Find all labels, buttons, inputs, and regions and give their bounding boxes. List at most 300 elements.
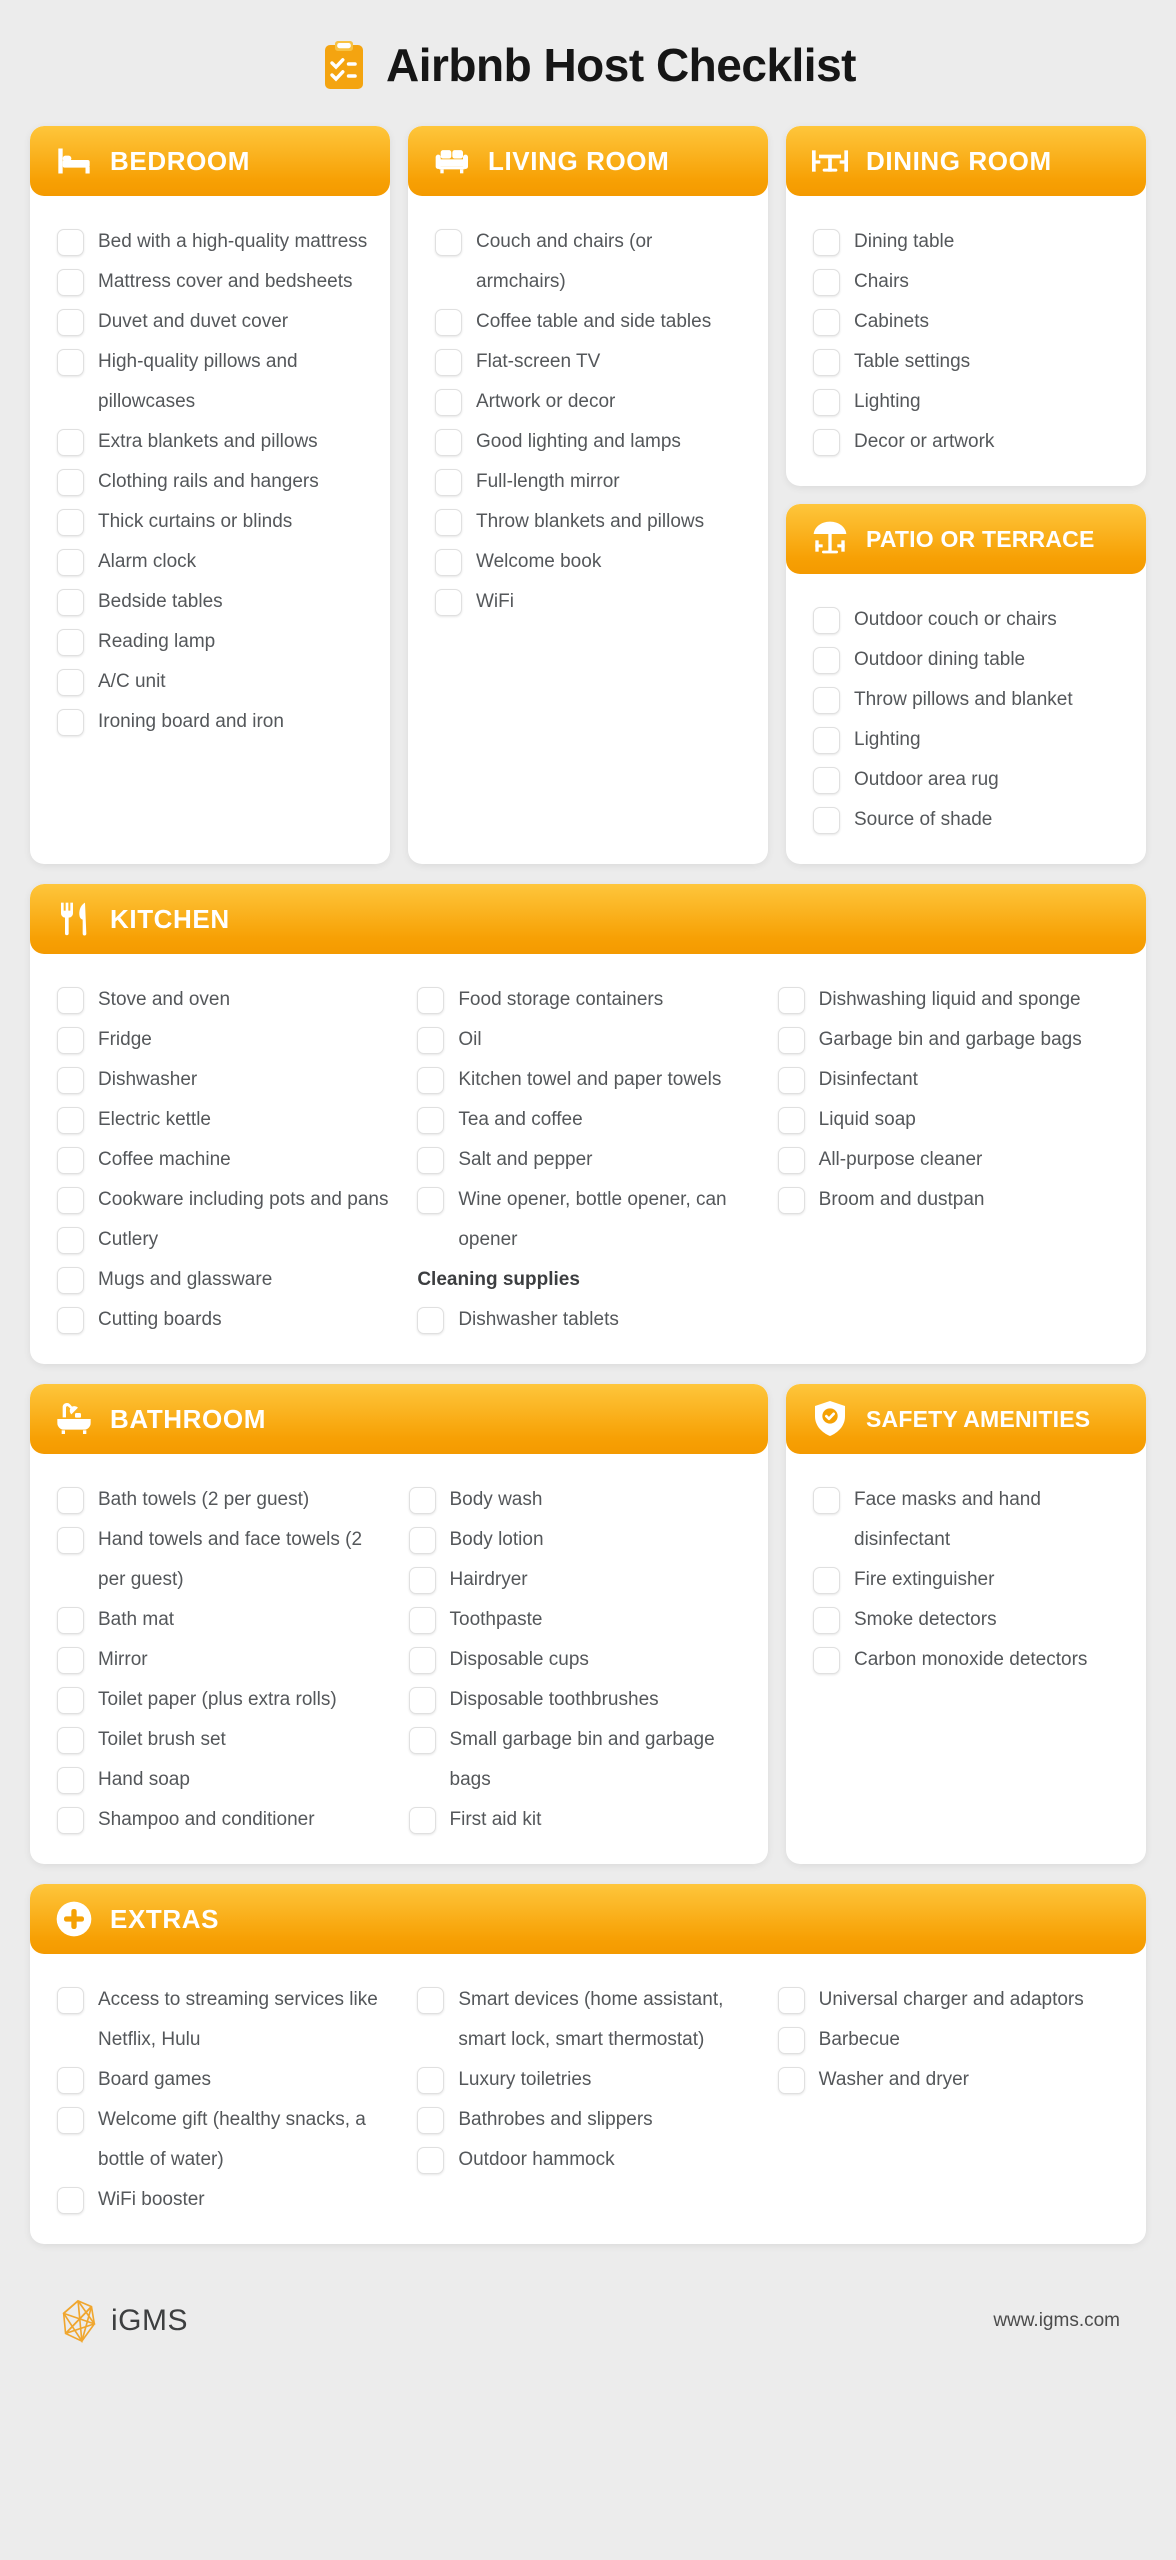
checklist-item bbox=[778, 1180, 1120, 1220]
checklist-item bbox=[435, 382, 746, 422]
checklist-item bbox=[435, 222, 746, 302]
checklist-item bbox=[435, 502, 746, 542]
checklist-item bbox=[813, 1560, 1124, 1600]
checkbox[interactable] bbox=[813, 727, 840, 754]
checklist-item bbox=[57, 2060, 399, 2100]
checklist-item bbox=[813, 760, 1124, 800]
checkbox[interactable] bbox=[813, 389, 840, 416]
checklist-item bbox=[813, 302, 1124, 342]
page-title-bar bbox=[30, 38, 1146, 92]
dining-room-list bbox=[786, 196, 1146, 486]
checklist-item bbox=[57, 342, 368, 422]
checklist-item-label: Cutting boards bbox=[98, 1309, 222, 1330]
safety-list bbox=[786, 1454, 1146, 1864]
checklist-item bbox=[435, 422, 746, 462]
couch-icon bbox=[432, 141, 472, 181]
checkbox[interactable] bbox=[435, 549, 462, 576]
checklist-item bbox=[813, 800, 1124, 840]
checklist-item bbox=[813, 640, 1124, 680]
checkbox[interactable] bbox=[813, 687, 840, 714]
checkbox[interactable] bbox=[813, 1647, 840, 1674]
checklist-item bbox=[778, 1980, 1120, 2020]
checkbox[interactable] bbox=[813, 229, 840, 256]
checkbox[interactable] bbox=[57, 549, 84, 576]
extras-columns bbox=[30, 1954, 1146, 2244]
safety-title: SAFETY AMENITIES bbox=[866, 1405, 1091, 1432]
checkbox[interactable] bbox=[417, 987, 444, 1014]
checkbox[interactable] bbox=[417, 1307, 444, 1334]
checkbox[interactable] bbox=[57, 629, 84, 656]
checklist-item-label: Bathrobes and slippers bbox=[458, 2109, 653, 2130]
checkbox[interactable] bbox=[57, 429, 84, 456]
igms-logo-icon bbox=[56, 2298, 102, 2344]
checkbox[interactable] bbox=[57, 1807, 84, 1834]
checkbox[interactable] bbox=[57, 309, 84, 336]
checkbox[interactable] bbox=[57, 2187, 84, 2214]
checkbox[interactable] bbox=[435, 469, 462, 496]
checklist-item-label: Cutlery bbox=[98, 1229, 159, 1250]
checklist-item bbox=[57, 262, 368, 302]
section-living-room bbox=[408, 126, 768, 864]
checklist-item bbox=[57, 1060, 399, 1100]
checklist-item-label: Hairdryer bbox=[449, 1569, 528, 1590]
bathroom-title: BATHROOM bbox=[110, 1403, 266, 1434]
checklist-item-label: Duvet and duvet cover bbox=[98, 311, 289, 332]
checklist-item-label: Dishwasher tablets bbox=[458, 1309, 619, 1330]
checklist-item-label: Chairs bbox=[854, 271, 909, 292]
checklist-item-label: Clothing rails and hangers bbox=[98, 471, 319, 492]
checklist-item bbox=[409, 1560, 743, 1600]
bedroom-title: BEDROOM bbox=[110, 145, 250, 176]
checklist-item bbox=[417, 1020, 759, 1060]
checklist-item bbox=[813, 422, 1124, 462]
checkbox[interactable] bbox=[435, 509, 462, 536]
section-safety bbox=[786, 1384, 1146, 1864]
checklist-item-label: Outdoor couch or chairs bbox=[854, 609, 1057, 630]
checklist-item-label: Washer and dryer bbox=[818, 2069, 969, 2090]
checklist-item bbox=[57, 2100, 399, 2180]
checklist-item-label: Disposable toothbrushes bbox=[449, 1689, 659, 1710]
checkbox[interactable] bbox=[57, 1767, 84, 1794]
checklist-item-label: Outdoor dining table bbox=[854, 649, 1026, 670]
checklist-item bbox=[57, 1760, 391, 1800]
checklist-item bbox=[417, 1980, 759, 2060]
bathroom-col-2 bbox=[409, 1480, 743, 1840]
checkbox[interactable] bbox=[778, 1027, 805, 1054]
section-dining-room bbox=[786, 126, 1146, 486]
checkbox[interactable] bbox=[57, 1487, 84, 1514]
kitchen-col-2 bbox=[417, 980, 759, 1340]
checklist-item-label: Bath mat bbox=[98, 1609, 175, 1630]
checklist-item-label: Garbage bin and garbage bags bbox=[818, 1029, 1082, 1050]
checklist-item-label: Cookware including pots and pans bbox=[98, 1189, 389, 1210]
checkbox[interactable] bbox=[57, 1227, 84, 1254]
checkbox[interactable] bbox=[57, 1687, 84, 1714]
checkbox[interactable] bbox=[409, 1487, 436, 1514]
checklist-item bbox=[57, 1300, 399, 1340]
checklist-item bbox=[778, 1100, 1120, 1140]
checklist-item bbox=[417, 1060, 759, 1100]
section-extras bbox=[30, 1884, 1146, 2244]
checkbox[interactable] bbox=[417, 2147, 444, 2174]
checklist-item-label: Outdoor area rug bbox=[854, 769, 999, 790]
checklist-item bbox=[813, 382, 1124, 422]
checkbox[interactable] bbox=[57, 1987, 84, 2014]
section-bedroom bbox=[30, 126, 390, 864]
checklist-item-label: Decor or artwork bbox=[854, 431, 995, 452]
checklist-item bbox=[409, 1800, 743, 1840]
checklist-item bbox=[57, 2180, 399, 2220]
checklist-item-label: Coffee table and side tables bbox=[476, 311, 712, 332]
kitchen-title: KITCHEN bbox=[110, 903, 230, 934]
dining-table-icon bbox=[810, 141, 850, 181]
row-top-sections bbox=[30, 126, 1146, 864]
checklist-item-label: Smart devices (home assistant, smart lock, smart thermostat) bbox=[458, 1989, 724, 2050]
checklist-item-label: Toothpaste bbox=[449, 1609, 543, 1630]
checkbox[interactable] bbox=[435, 229, 462, 256]
checkbox[interactable] bbox=[57, 1607, 84, 1634]
checklist-item-label: Universal charger and adaptors bbox=[818, 1989, 1084, 2010]
checklist-item-label: Artwork or decor bbox=[476, 391, 616, 412]
checkbox[interactable] bbox=[778, 2027, 805, 2054]
checkbox[interactable] bbox=[778, 1147, 805, 1174]
checklist-item-label: First aid kit bbox=[449, 1809, 542, 1830]
checkbox[interactable] bbox=[57, 1527, 84, 1554]
checkbox[interactable] bbox=[57, 589, 84, 616]
checkbox[interactable] bbox=[57, 469, 84, 496]
checklist-item bbox=[813, 1640, 1124, 1680]
checkbox[interactable] bbox=[778, 1067, 805, 1094]
checklist-item bbox=[813, 342, 1124, 382]
checklist-item-label: Cabinets bbox=[854, 311, 929, 332]
checklist-item-label: High-quality pillows and pillowcases bbox=[98, 351, 298, 412]
checkbox[interactable] bbox=[778, 1187, 805, 1214]
checklist-item bbox=[417, 1140, 759, 1180]
checkbox[interactable] bbox=[813, 767, 840, 794]
checklist-item bbox=[435, 582, 746, 622]
checkbox[interactable] bbox=[813, 1567, 840, 1594]
extras-header bbox=[30, 1884, 1146, 1954]
checklist-item bbox=[778, 2060, 1120, 2100]
checkbox[interactable] bbox=[409, 1567, 436, 1594]
checkbox[interactable] bbox=[57, 2107, 84, 2134]
checklist-item bbox=[57, 1520, 391, 1600]
checkbox[interactable] bbox=[417, 1067, 444, 1094]
checklist-item-label: Welcome gift (healthy snacks, a bottle of water) bbox=[98, 2109, 366, 2170]
row-kitchen bbox=[30, 884, 1146, 1364]
checklist-item-label: Dishwashing liquid and sponge bbox=[818, 989, 1081, 1010]
checklist-item bbox=[435, 542, 746, 582]
checklist-item bbox=[409, 1680, 743, 1720]
checklist-item bbox=[57, 422, 368, 462]
checklist-item-label: Mugs and glassware bbox=[98, 1269, 273, 1290]
bedroom-list bbox=[30, 196, 390, 864]
checklist-item-label: Luxury toiletries bbox=[458, 2069, 592, 2090]
checklist-item bbox=[417, 2060, 759, 2100]
checklist-item bbox=[57, 1220, 399, 1260]
checkbox[interactable] bbox=[778, 987, 805, 1014]
checklist-item bbox=[57, 1140, 399, 1180]
checklist-item-label: Throw pillows and blanket bbox=[854, 689, 1073, 710]
checklist-item bbox=[57, 1800, 391, 1840]
checkbox[interactable] bbox=[57, 709, 84, 736]
checkbox[interactable] bbox=[417, 1187, 444, 1214]
checklist-item bbox=[813, 600, 1124, 640]
living-room-title: LIVING ROOM bbox=[488, 145, 670, 176]
checklist-item bbox=[57, 662, 368, 702]
kitchen-columns bbox=[30, 954, 1146, 1364]
checklist-item bbox=[417, 1100, 759, 1140]
checklist-item-label: A/C unit bbox=[98, 671, 166, 692]
section-bathroom bbox=[30, 1384, 768, 1864]
checklist-item bbox=[417, 2140, 759, 2180]
checkbox[interactable] bbox=[417, 1147, 444, 1174]
patio-title: PATIO OR TERRACE bbox=[866, 525, 1095, 552]
bathroom-columns bbox=[30, 1454, 768, 1864]
checklist-item bbox=[57, 542, 368, 582]
igms-brand bbox=[56, 2298, 188, 2344]
checkbox[interactable] bbox=[409, 1647, 436, 1674]
checklist-item bbox=[57, 1480, 391, 1520]
checklist-item bbox=[57, 1680, 391, 1720]
checklist-item bbox=[813, 222, 1124, 262]
checklist-item bbox=[57, 702, 368, 742]
checklist-item bbox=[813, 262, 1124, 302]
extras-col-2 bbox=[417, 1980, 759, 2220]
checklist-item-label: Throw blankets and pillows bbox=[476, 511, 705, 532]
checkbox[interactable] bbox=[409, 1807, 436, 1834]
checklist-item-label: Oil bbox=[458, 1029, 482, 1050]
checklist-item bbox=[778, 1140, 1120, 1180]
section-patio bbox=[786, 504, 1146, 864]
checklist-item bbox=[813, 1600, 1124, 1640]
checklist-item-label: Small garbage bin and garbage bags bbox=[449, 1729, 715, 1790]
checklist-item-label: Dishwasher bbox=[98, 1069, 198, 1090]
checkbox[interactable] bbox=[813, 429, 840, 456]
checklist-item-label: Hand soap bbox=[98, 1769, 190, 1790]
checklist-item-label: Alarm clock bbox=[98, 551, 197, 572]
checklist-item-label: Lighting bbox=[854, 729, 921, 750]
checkbox[interactable] bbox=[409, 1607, 436, 1634]
checkbox[interactable] bbox=[409, 1727, 436, 1754]
checklist-item-label: Barbecue bbox=[818, 2029, 900, 2050]
checkbox[interactable] bbox=[435, 389, 462, 416]
bed-icon bbox=[54, 141, 94, 181]
row-extras bbox=[30, 1884, 1146, 2244]
checkbox[interactable] bbox=[57, 1267, 84, 1294]
checkbox[interactable] bbox=[813, 647, 840, 674]
checkbox[interactable] bbox=[57, 349, 84, 376]
checklist-item-label: WiFi booster bbox=[98, 2189, 205, 2210]
checklist-item bbox=[778, 1020, 1120, 1060]
living-room-header bbox=[408, 126, 768, 196]
website-url: www.igms.com bbox=[993, 2310, 1120, 2331]
checkbox[interactable] bbox=[57, 1727, 84, 1754]
checklist-item-label: Carbon monoxide detectors bbox=[854, 1649, 1088, 1670]
checkbox[interactable] bbox=[57, 509, 84, 536]
checklist-item-label: Bath towels (2 per guest) bbox=[98, 1489, 310, 1510]
checkbox[interactable] bbox=[57, 2067, 84, 2094]
extras-title: EXTRAS bbox=[110, 1903, 220, 1934]
checklist-item bbox=[409, 1480, 743, 1520]
checklist-item-label: Food storage containers bbox=[458, 989, 664, 1010]
checklist-item-label: Full-length mirror bbox=[476, 471, 620, 492]
checklist-item-label: Liquid soap bbox=[818, 1109, 916, 1130]
checkbox[interactable] bbox=[813, 1487, 840, 1514]
safety-header bbox=[786, 1384, 1146, 1454]
checkbox[interactable] bbox=[813, 607, 840, 634]
checklist-item bbox=[435, 342, 746, 382]
checkbox[interactable] bbox=[813, 309, 840, 336]
checkbox[interactable] bbox=[778, 1987, 805, 2014]
checkbox[interactable] bbox=[417, 2067, 444, 2094]
checkbox[interactable] bbox=[57, 1067, 84, 1094]
checklist-item-label: Couch and chairs (or armchairs) bbox=[476, 231, 653, 292]
checklist-item bbox=[435, 462, 746, 502]
kitchen-col-1 bbox=[57, 980, 399, 1340]
checkbox[interactable] bbox=[813, 807, 840, 834]
checkbox[interactable] bbox=[778, 2067, 805, 2094]
checkbox[interactable] bbox=[435, 589, 462, 616]
checkbox[interactable] bbox=[57, 987, 84, 1014]
checklist-item-label: All-purpose cleaner bbox=[818, 1149, 983, 1170]
checklist-item-label: Outdoor hammock bbox=[458, 2149, 615, 2170]
checklist-item bbox=[57, 1180, 399, 1220]
checklist-item-label: Thick curtains or blinds bbox=[98, 511, 293, 532]
checklist-item-label: Bed with a high-quality mattress bbox=[98, 231, 368, 252]
checklist-item-label: Disposable cups bbox=[449, 1649, 589, 1670]
checkbox[interactable] bbox=[435, 429, 462, 456]
checklist-item-label: Body lotion bbox=[449, 1529, 544, 1550]
checkbox[interactable] bbox=[57, 229, 84, 256]
checkbox[interactable] bbox=[778, 1107, 805, 1134]
patio-header bbox=[786, 504, 1146, 574]
checklist-item bbox=[57, 1260, 399, 1300]
kitchen-header bbox=[30, 884, 1146, 954]
checkbox[interactable] bbox=[417, 1027, 444, 1054]
checklist-item-label: Kitchen towel and paper towels bbox=[458, 1069, 722, 1090]
page-title: Airbnb Host Checklist bbox=[385, 39, 856, 91]
patio-umbrella-icon bbox=[810, 519, 850, 559]
checklist-item-label: Lighting bbox=[854, 391, 921, 412]
footer bbox=[30, 2264, 1146, 2384]
kitchen-col-3 bbox=[778, 980, 1120, 1340]
list-subheading: Cleaning supplies bbox=[417, 1269, 580, 1290]
checklist-item-label: Stove and oven bbox=[98, 989, 231, 1010]
igms-brand-name: iGMS bbox=[111, 2304, 188, 2337]
checklist-item bbox=[435, 302, 746, 342]
right-column-stack bbox=[786, 126, 1146, 864]
checkbox[interactable] bbox=[57, 269, 84, 296]
checklist-item-label: Electric kettle bbox=[98, 1109, 211, 1130]
bathroom-header bbox=[30, 1384, 768, 1454]
checklist-item bbox=[57, 222, 368, 262]
checklist-item bbox=[813, 720, 1124, 760]
checkbox[interactable] bbox=[435, 349, 462, 376]
checklist-item bbox=[417, 980, 759, 1020]
checklist-item-label: Toilet brush set bbox=[98, 1729, 226, 1750]
checkbox[interactable] bbox=[57, 1147, 84, 1174]
checklist-item-label: Smoke detectors bbox=[854, 1609, 997, 1630]
extras-col-1 bbox=[57, 1980, 399, 2220]
checkbox[interactable] bbox=[813, 269, 840, 296]
checklist-item-label: Extra blankets and pillows bbox=[98, 431, 318, 452]
checkbox[interactable] bbox=[57, 1027, 84, 1054]
checkbox[interactable] bbox=[435, 309, 462, 336]
extras-col-3 bbox=[778, 1980, 1120, 2220]
checklist-item-label: Access to streaming services like Netflix, Hulu bbox=[98, 1989, 378, 2050]
checklist-item bbox=[57, 502, 368, 542]
checkbox[interactable] bbox=[813, 349, 840, 376]
checklist-item-label: Hand towels and face towels (2 per guest) bbox=[98, 1529, 363, 1590]
shield-check-icon bbox=[810, 1399, 850, 1439]
checklist-item bbox=[57, 582, 368, 622]
checklist-item bbox=[417, 1300, 759, 1340]
checklist-item-label: Coffee machine bbox=[98, 1149, 231, 1170]
checklist-item-label: Fire extinguisher bbox=[854, 1569, 995, 1590]
checklist-item-label: Fridge bbox=[98, 1029, 152, 1050]
checklist-item bbox=[778, 1060, 1120, 1100]
checklist-item bbox=[57, 1720, 391, 1760]
checklist-item-label: Body wash bbox=[449, 1489, 543, 1510]
checklist-item-label: Tea and coffee bbox=[458, 1109, 583, 1130]
living-room-list bbox=[408, 196, 768, 864]
checkbox[interactable] bbox=[409, 1527, 436, 1554]
checkbox[interactable] bbox=[409, 1687, 436, 1714]
checklist-item bbox=[409, 1720, 743, 1800]
checklist-item bbox=[57, 1640, 391, 1680]
checklist-item-label: Mattress cover and bedsheets bbox=[98, 271, 353, 292]
checkbox[interactable] bbox=[57, 669, 84, 696]
checkbox[interactable] bbox=[57, 1647, 84, 1674]
checklist-item-label: Source of shade bbox=[854, 809, 993, 830]
checkbox[interactable] bbox=[57, 1307, 84, 1334]
checkbox[interactable] bbox=[57, 1107, 84, 1134]
bathtub-icon bbox=[54, 1399, 94, 1439]
checklist-item bbox=[417, 2100, 759, 2140]
checklist-item-label: Bedside tables bbox=[98, 591, 223, 612]
checklist-item-label: Reading lamp bbox=[98, 631, 216, 652]
checklist-item-label: Board games bbox=[98, 2069, 212, 2090]
checklist-item bbox=[813, 1480, 1124, 1560]
clipboard-checklist-icon bbox=[320, 39, 368, 91]
checkbox[interactable] bbox=[417, 1987, 444, 2014]
row-bathroom-safety bbox=[30, 1384, 1146, 1864]
checklist-item bbox=[417, 1180, 759, 1260]
checkbox[interactable] bbox=[57, 1187, 84, 1214]
checklist-item bbox=[57, 1980, 399, 2060]
checklist-item-label: WiFi bbox=[476, 591, 514, 612]
bedroom-header bbox=[30, 126, 390, 196]
checklist-item-label: Toilet paper (plus extra rolls) bbox=[98, 1689, 337, 1710]
checklist-item-label: Wine opener, bottle opener, can opener bbox=[458, 1189, 727, 1250]
checklist-item-label: Shampoo and conditioner bbox=[98, 1809, 315, 1830]
checklist-item-label: Salt and pepper bbox=[458, 1149, 593, 1170]
checklist-item bbox=[57, 302, 368, 342]
section-kitchen bbox=[30, 884, 1146, 1364]
checkbox[interactable] bbox=[813, 1607, 840, 1634]
checklist-item bbox=[409, 1520, 743, 1560]
dining-room-title: DINING ROOM bbox=[866, 145, 1052, 176]
checkbox[interactable] bbox=[417, 2107, 444, 2134]
checkbox[interactable] bbox=[417, 1107, 444, 1134]
bathroom-col-1 bbox=[57, 1480, 391, 1840]
checklist-item-label: Ironing board and iron bbox=[98, 711, 284, 732]
checklist-item-label: Mirror bbox=[98, 1649, 148, 1670]
checklist-item bbox=[57, 1020, 399, 1060]
plus-circle-icon bbox=[54, 1899, 94, 1939]
checklist-item bbox=[57, 1100, 399, 1140]
